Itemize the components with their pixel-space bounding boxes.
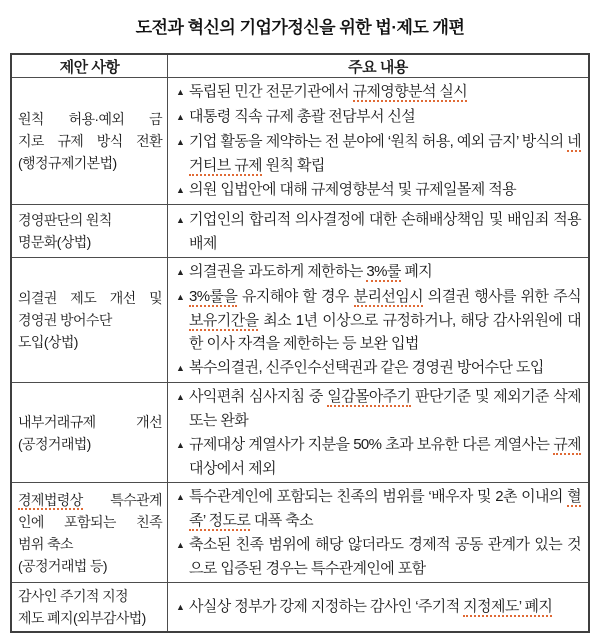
bullet-item	[176, 80, 581, 104]
proposal-line	[18, 331, 162, 353]
spellcheck-underlined-text: 일감몰아주기	[327, 388, 411, 405]
text-segment: 최소 1년 이상으로 규정하거나, 해당 감사위원에 대한 이사 자격을 제한하는 등 보완 입법	[189, 312, 581, 352]
proposal-line	[18, 152, 162, 174]
spellcheck-underlined-text: 혈족’ 정도로	[189, 488, 581, 529]
content-cell	[168, 483, 588, 582]
text-segment: 제도 폐지(외부감사법)	[18, 610, 146, 626]
spellcheck-underlined-text: 3%룰	[366, 263, 401, 280]
spellcheck-underlined-text: 규제	[553, 436, 581, 453]
text-segment: (행정규제기본법)	[18, 155, 117, 171]
bullet-item	[176, 485, 581, 532]
text-segment: 경영판단의 원칙	[18, 212, 112, 228]
text-segment: 독립된 민간 전문기관에서	[189, 83, 353, 100]
text-segment: 규제대상 계열사가 지분을 50% 초과 보유한 다른 계열사는	[189, 436, 554, 453]
bullet-item	[176, 595, 581, 619]
table-header-row	[12, 55, 588, 78]
table-row	[12, 383, 588, 483]
triangle-bullet-icon: ▲	[176, 214, 185, 225]
text-segment: 인에 포함되는 친족	[18, 513, 162, 530]
proposal-line	[18, 511, 162, 533]
proposal-cell	[12, 205, 168, 257]
table-body	[12, 78, 588, 631]
proposal-line	[18, 555, 162, 577]
content-cell	[168, 583, 588, 631]
text-segment: 대통령 직속 규제 총괄 전담부서 신설	[189, 108, 416, 125]
proposal-line	[18, 411, 162, 433]
proposal-line	[18, 533, 162, 555]
table-row	[12, 483, 588, 583]
spellcheck-underlined-text: 지정제도’ 폐지	[463, 598, 553, 615]
spellcheck-underlined-text: 3%룰을	[189, 288, 238, 305]
text-segment: 판단기준 및 제외기준 삭제 또는 완화	[189, 388, 581, 429]
triangle-bullet-icon: ▲	[176, 87, 185, 97]
bullet-item	[176, 178, 581, 202]
triangle-bullet-icon: ▲	[176, 392, 185, 402]
text-segment: 지로 규제 방식 전환	[18, 133, 162, 149]
bullet-item	[176, 285, 581, 355]
proposal-cell	[12, 258, 168, 382]
proposal-cell	[12, 583, 168, 631]
triangle-bullet-icon: ▲	[176, 137, 185, 147]
reform-table	[10, 53, 590, 633]
bullet-item	[176, 533, 581, 580]
text-segment: 원칙 확립	[262, 157, 325, 174]
proposal-cell	[12, 483, 168, 582]
text-segment: 의결권 제도 개선 및	[18, 290, 162, 306]
content-cell	[168, 258, 588, 382]
proposal-line	[18, 433, 162, 455]
text-segment: 내부거래규제 개선	[18, 413, 162, 430]
bullet-item	[176, 130, 581, 177]
proposal-line	[18, 287, 162, 309]
proposal-line	[18, 130, 162, 152]
triangle-bullet-icon: ▲	[176, 112, 185, 122]
proposal-line	[18, 309, 162, 331]
header-proposal: 제안 사항	[12, 55, 168, 77]
spellcheck-underlined-text: 네거티브 규제	[189, 133, 581, 174]
text-segment: 의결권 행사를 위한 주식	[423, 288, 581, 305]
text-segment: 원칙 허용·예외 금	[18, 111, 162, 127]
table-row	[12, 78, 588, 205]
bullet-item	[176, 260, 581, 284]
spellcheck-underlined-text: 규제영향분석 실시	[352, 83, 468, 100]
text-segment: 사익편취 심사지침 중	[189, 388, 328, 405]
triangle-bullet-icon: ▲	[176, 292, 185, 302]
spellcheck-underlined-text: 보유기간을	[189, 312, 259, 329]
proposal-cell	[12, 383, 168, 482]
proposal-line	[18, 209, 162, 231]
spellcheck-underlined-text: 분리선임시	[353, 288, 424, 305]
content-cell	[168, 383, 588, 482]
proposal-line	[18, 489, 162, 511]
text-segment: 의원 입법안에 대해 규제영향분석 및 규제일몰제 적용	[189, 181, 516, 198]
page-title: 도전과 혁신의 기업가정신을 위한 법·제도 개편	[135, 18, 465, 37]
triangle-bullet-icon: ▲	[176, 185, 185, 195]
triangle-bullet-icon: ▲	[176, 363, 185, 373]
text-segment: 경영권 방어수단	[18, 312, 112, 328]
text-segment: 특수관계	[82, 491, 162, 508]
text-segment: 축소된 친족 범위에 해당 않더라도 경제적 공동 관계가 있는 것으로 입증된 경우는 특수관계인에 포함	[189, 536, 581, 577]
text-segment: 사실상 정부가 강제 지정하는 감사인 ‘주기적	[189, 598, 464, 615]
proposal-line	[18, 231, 162, 253]
text-segment: (공정거래법)	[18, 435, 91, 452]
triangle-bullet-icon: ▲	[176, 492, 185, 502]
header-content: 주요 내용	[348, 58, 408, 76]
bullet-item	[176, 356, 581, 380]
proposal-cell	[12, 78, 168, 204]
text-segment: 유지해야 할 경우	[237, 288, 354, 305]
text-segment: 대폭 축소	[250, 512, 314, 529]
bullet-item	[176, 433, 581, 480]
proposal-line	[18, 607, 162, 629]
triangle-bullet-icon: ▲	[176, 602, 185, 612]
content-cell	[168, 205, 588, 257]
text-segment: 명문화(상법)	[18, 234, 91, 250]
text-segment: 대상에서 제외	[189, 460, 276, 477]
triangle-bullet-icon: ▲	[176, 440, 185, 450]
text-segment: (공정거래법 등)	[18, 557, 107, 574]
triangle-bullet-icon: ▲	[176, 267, 185, 277]
text-segment: 특수관계인에 포함되는 친족의 범위를 ‘배우자 및 2촌 이내의	[189, 488, 568, 505]
text-segment: 폐지	[400, 263, 433, 280]
table-row	[12, 583, 588, 631]
text-segment: 복수의결권, 신주인수선택권과 같은 경영권 방어수단 도입	[189, 359, 544, 376]
content-cell	[168, 78, 588, 204]
spellcheck-underlined-text: 경제법령상	[18, 491, 83, 508]
text-segment: 도입(상법)	[18, 334, 78, 350]
text-segment: 기업인의 합리적 의사결정에 대한 손해배상책임 및 배임죄 적용 배제	[189, 210, 581, 252]
text-segment: 범위 축소	[18, 535, 73, 552]
table-row	[12, 205, 588, 258]
text-segment: 감사인 주기적 지정	[18, 588, 128, 604]
table-row	[12, 258, 588, 383]
bullet-item	[176, 208, 581, 255]
proposal-line	[18, 108, 162, 130]
bullet-item	[176, 105, 581, 129]
triangle-bullet-icon: ▲	[176, 540, 185, 550]
text-segment: 의결권을 과도하게 제한하는	[189, 263, 367, 280]
text-segment: 기업 활동을 제약하는 전 분야에 ‘원칙 허용, 예외 금지’ 방식의	[189, 133, 568, 150]
proposal-line	[18, 585, 162, 607]
bullet-item	[176, 385, 581, 432]
